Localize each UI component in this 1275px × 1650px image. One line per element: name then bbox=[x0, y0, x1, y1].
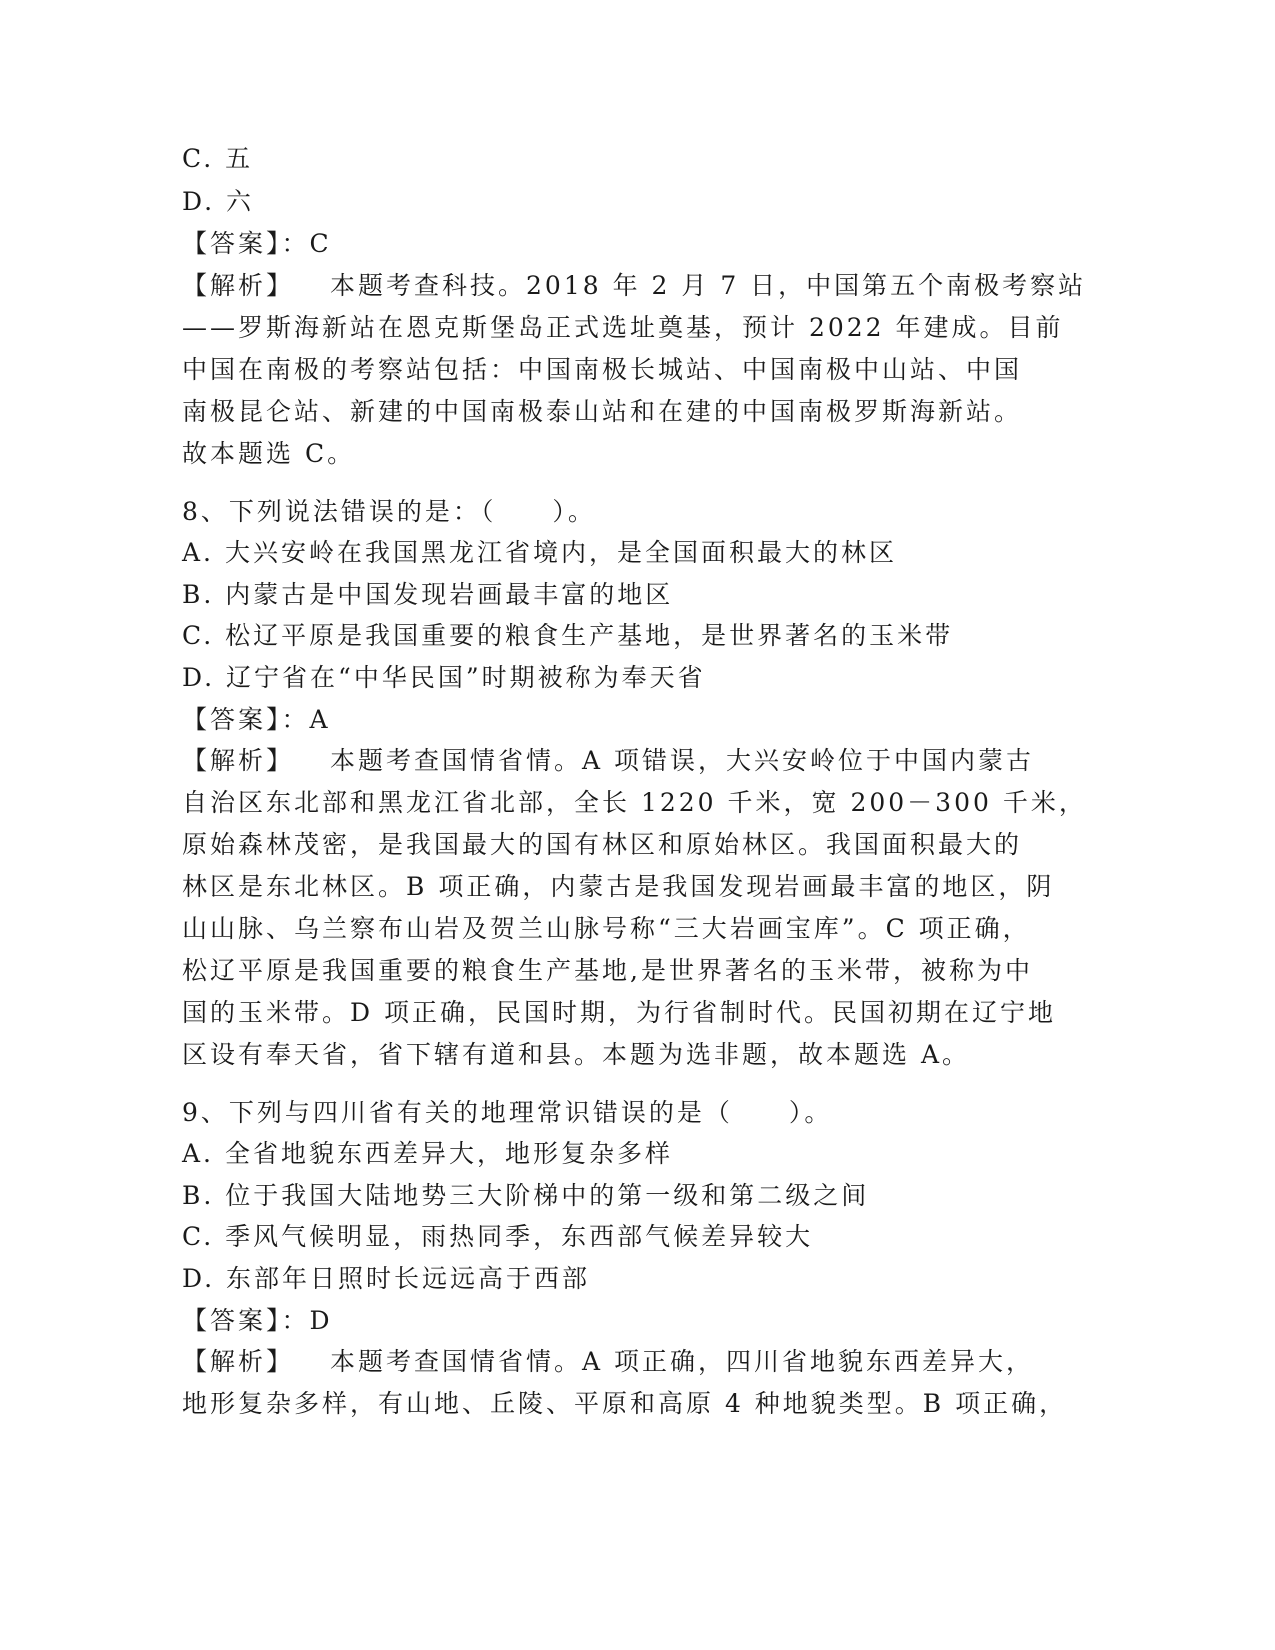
q9-option-b: B. 位于我国大陆地势三大阶梯中的第一级和第二级之间 bbox=[182, 1181, 870, 1210]
q9-option-a: A. 全省地貌东西差异大，地形复杂多样 bbox=[182, 1139, 673, 1168]
q7-option-d: D. 六 bbox=[182, 187, 255, 216]
q8-analysis-line-8: 区设有奉天省，省下辖有道和县。本题为选非题，故本题选 A。 bbox=[182, 1040, 971, 1069]
q8-analysis-line-5: 山山脉、乌兰察布山岩及贺兰山脉号称“三大岩画宝库”。C 项正确， bbox=[182, 914, 1031, 943]
q9-question: 9、下列与四川省有关的地理常识错误的是（ ）。 bbox=[182, 1098, 833, 1127]
q9-analysis bbox=[182, 1341, 1068, 1425]
q8-analysis-line-2: 自治区东北部和黑龙江省北部，全长 1220 千米，宽 200－300 千米， bbox=[182, 788, 1087, 817]
q8-analysis-label: 【解析】 bbox=[182, 746, 295, 775]
q9-analysis-line-2: 地形复杂多样，有山地、丘陵、平原和高原 4 种地貌类型。B 项正确， bbox=[182, 1389, 1068, 1418]
q8-option-c: C. 松辽平原是我国重要的粮食生产基地，是世界著名的玉米带 bbox=[182, 621, 954, 650]
q9-option-d: D. 东部年日照时长远远高于西部 bbox=[182, 1264, 591, 1293]
q8-option-b: B. 内蒙古是中国发现岩画最丰富的地区 bbox=[182, 580, 674, 609]
q9-analysis-label: 【解析】 bbox=[182, 1347, 295, 1376]
q8-question: 8、下列说法错误的是：（ ）。 bbox=[182, 497, 596, 526]
q7-analysis-label: 【解析】 bbox=[182, 271, 295, 300]
q7-analysis-line-1: 【解析】 本题考查科技。2018 年 2 月 7 日，中国第五个南极考察站 bbox=[182, 271, 1087, 300]
q9-answer: 【答案】：D bbox=[182, 1306, 333, 1335]
q8-analysis-line-4: 林区是东北林区。B 项正确，内蒙古是我国发现岩画最丰富的地区，阴 bbox=[182, 872, 1055, 901]
q9-option-c: C. 季风气候明显，雨热同季，东西部气候差异较大 bbox=[182, 1222, 814, 1251]
q8-analysis-line-6: 松辽平原是我国重要的粮食生产基地,是世界著名的玉米带，被称为中 bbox=[182, 956, 1033, 985]
q7-answer: 【答案】：C bbox=[182, 229, 332, 258]
q7-option-c: C. 五 bbox=[182, 144, 254, 173]
q8-analysis-line-3: 原始森林茂密，是我国最大的国有林区和原始林区。我国面积最大的 bbox=[182, 830, 1023, 859]
q9-analysis-line-1: 【解析】 本题考查国情省情。A 项正确，四川省地貌东西差异大， bbox=[182, 1347, 1035, 1376]
q7-analysis-line-5: 故本题选 C。 bbox=[182, 439, 356, 468]
q8-analysis-line-1: 【解析】 本题考查国情省情。A 项错误，大兴安岭位于中国内蒙古 bbox=[182, 746, 1035, 775]
q8-analysis bbox=[182, 740, 1087, 1076]
q8-analysis-line-7: 国的玉米带。D 项正确，民国时期，为行省制时代。民国初期在辽宁地 bbox=[182, 998, 1056, 1027]
q7-analysis bbox=[182, 265, 1087, 475]
q8-option-a: A. 大兴安岭在我国黑龙江省境内，是全国面积最大的林区 bbox=[182, 538, 897, 567]
q8-answer: 【答案】：A bbox=[182, 705, 331, 734]
q7-analysis-line-3: 中国在南极的考察站包括：中国南极长城站、中国南极中山站、中国 bbox=[182, 355, 1023, 384]
q7-analysis-line-4: 南极昆仑站、新建的中国南极泰山站和在建的中国南极罗斯海新站。 bbox=[182, 397, 1023, 426]
q8-option-d: D. 辽宁省在“中华民国”时期被称为奉天省 bbox=[182, 663, 706, 692]
q7-analysis-line-2: ——罗斯海新站在恩克斯堡岛正式选址奠基，预计 2022 年建成。目前 bbox=[182, 313, 1064, 342]
